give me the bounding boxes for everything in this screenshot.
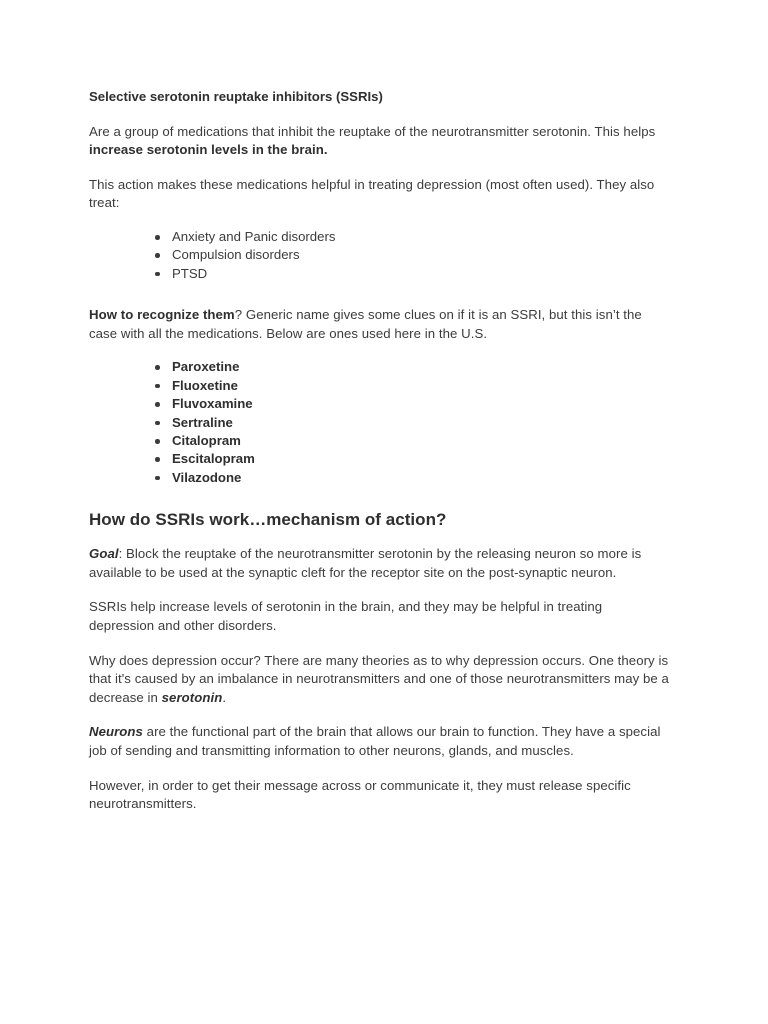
list-item	[89, 228, 671, 246]
list-item	[89, 414, 671, 432]
intro-bold-phrase: increase serotonin levels in the brain.	[89, 142, 328, 158]
list-item	[89, 246, 671, 264]
recognize-paragraph	[89, 306, 671, 343]
levels-paragraph: SSRIs help increase levels of serotonin in the brain, and they may be helpful in treating depression and other disorders.	[89, 599, 603, 633]
bullet-icon	[155, 253, 160, 258]
list-item-label: Sertraline	[172, 414, 233, 430]
goal-label: Goal	[89, 546, 119, 562]
list-item-label: Compulsion disorders	[172, 247, 300, 263]
list-item-label: Anxiety and Panic disorders	[172, 228, 336, 244]
bullet-icon	[155, 421, 160, 426]
bullet-icon	[155, 476, 160, 481]
section-spacer	[89, 299, 671, 306]
depression-text-after: .	[222, 689, 227, 705]
neurons-text: are the functional part of the brain that allows our brain to function. They have a special job of sending and transmitting information to other neurons, glands, and muscles.	[89, 724, 661, 758]
bullet-icon	[155, 272, 160, 277]
bullet-icon	[155, 235, 160, 240]
list-item	[89, 432, 671, 450]
list-item	[89, 377, 671, 395]
list-item	[89, 395, 671, 413]
document-title: Selective serotonin reuptake inhibitors (SSRIs)	[89, 89, 383, 104]
neurons-label: Neurons	[89, 724, 143, 740]
list-item-label: PTSD	[172, 265, 208, 281]
depression-text-before: Why does depression occur? There are many theories as to why depression occurs. One theory is that it's caused by an imbalance in neurotransmitters and one of those neurotransmitters may be a decrease in	[89, 652, 669, 705]
document-body	[89, 88, 671, 814]
list-item-label: Escitalopram	[172, 451, 255, 467]
list-item-label: Paroxetine	[172, 359, 240, 375]
bullet-icon	[155, 384, 160, 389]
mechanism-heading: How do SSRIs work…mechanism of action?	[89, 510, 447, 530]
recognize-bold-lead: How to recognize them	[89, 307, 235, 323]
list-item-label: Vilazodone	[172, 469, 242, 485]
uses-list	[89, 228, 671, 283]
depression-paragraph	[89, 652, 671, 708]
closing-paragraph: However, in order to get their message across or communicate it, they must release specific neurotransmitters.	[89, 777, 631, 812]
list-item-label: Fluvoxamine	[172, 396, 253, 412]
intro-paragraph	[89, 123, 671, 160]
list-item	[89, 265, 671, 283]
neurons-paragraph	[89, 723, 671, 760]
list-item-label: Citalopram	[172, 433, 241, 448]
list-item-label: Fluoxetine	[172, 377, 238, 393]
list-item	[89, 450, 671, 468]
uses-intro-paragraph: This action makes these medications helpful in treating depression (most often used). They also treat:	[89, 176, 655, 211]
goal-text: : Block the reuptake of the neurotransmitter serotonin by the releasing neuron so more is available to be used at the synaptic cleft for the receptor site on the post-synaptic neuron.	[89, 546, 642, 580]
recognize-rest: ? Generic name gives some clues on if it is an SSRI, but this isn’t the case with all the medications. Below are ones used here in the U.S.	[89, 307, 642, 341]
drug-list	[89, 358, 671, 487]
list-item	[89, 358, 671, 376]
goal-paragraph	[89, 545, 671, 582]
serotonin-emphasis: serotonin	[161, 689, 223, 705]
bullet-icon	[155, 402, 160, 407]
list-item	[89, 469, 671, 487]
intro-text: Are a group of medications that inhibit the reuptake of the neurotransmitter serotonin. This helps	[89, 123, 656, 139]
bullet-icon	[155, 439, 160, 444]
bullet-icon	[155, 365, 160, 370]
bullet-icon	[155, 457, 160, 462]
